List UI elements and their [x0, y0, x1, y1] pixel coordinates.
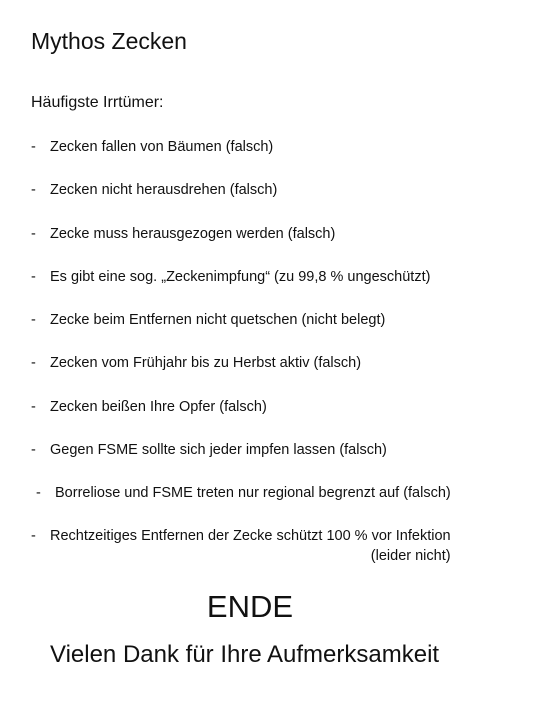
list-item [31, 397, 267, 417]
list-item [31, 267, 430, 287]
list-item-text: Zecken fallen von Bäumen (falsch) [50, 139, 274, 155]
list-item-text: Zecke muss herausgezogen werden (falsch) [50, 226, 336, 242]
list-item [31, 353, 361, 373]
bullet-dash: - [31, 182, 36, 198]
bullet-dash: - [36, 485, 41, 501]
bullet-dash: - [31, 312, 36, 328]
list-item [31, 526, 451, 564]
list-item-text: Zecken vom Frühjahr bis zu Herbst aktiv (falsch) [50, 355, 362, 371]
list-item [31, 310, 385, 330]
list-item [36, 483, 451, 503]
list-item-text: Zecken beißen Ihre Opfer (falsch) [50, 399, 267, 415]
list-item-text: Es gibt eine sog. „Zeckenimpfung“ (zu 99,8 % ungeschützt) [50, 269, 431, 285]
slide-subtitle: Häufigste Irrtümer: [31, 94, 164, 111]
bullet-dash: - [31, 442, 36, 458]
bullet-dash: - [31, 269, 36, 285]
slide-title: Mythos Zecken [31, 28, 187, 54]
list-item-text: Zecken nicht herausdrehen (falsch) [50, 182, 278, 198]
list-item-text: Gegen FSME sollte sich jeder impfen lassen (falsch) [50, 442, 387, 458]
list-item [31, 224, 335, 244]
list-item-text: Zecke beim Entfernen nicht quetschen (nicht belegt) [50, 312, 386, 328]
list-item [31, 137, 273, 157]
list-item-continuation: (leider nicht) [370, 548, 451, 564]
bullet-dash: - [31, 226, 36, 242]
bullet-dash: - [31, 355, 36, 371]
list-item-text: Rechtzeitiges Entfernen der Zecke schützt 100 % vor Infektion [50, 528, 451, 544]
bullet-dash: - [31, 399, 36, 415]
bullet-dash: - [31, 528, 36, 544]
list-item [31, 180, 277, 200]
list-item-text: Borreliose und FSME treten nur regional begrenzt auf (falsch) [55, 485, 451, 501]
bullet-dash: - [31, 139, 36, 155]
end-label: ENDE [206, 589, 294, 624]
list-item [31, 440, 387, 460]
thanks-message: Vielen Dank für Ihre Aufmerksamkeit [50, 641, 440, 668]
